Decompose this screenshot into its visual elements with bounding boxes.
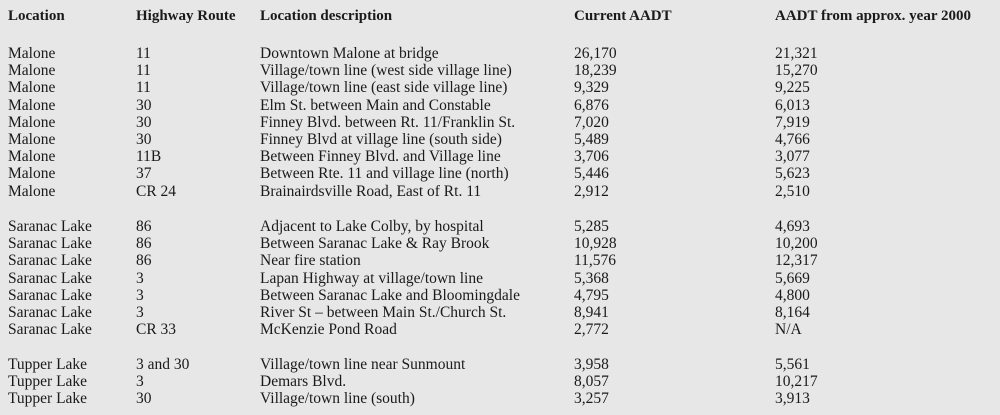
cell-aadt-2000: 3,913 xyxy=(775,390,810,408)
cell-location: Malone xyxy=(8,79,56,97)
cell-highway-route: 11 xyxy=(136,62,151,80)
cell-location-description: Village/town line near Sunmount xyxy=(260,356,466,373)
table-row xyxy=(0,390,1000,407)
table-row xyxy=(0,373,1000,390)
cell-aadt-2000: 9,225 xyxy=(775,79,810,97)
cell-location-description: Between Saranac Lake & Ray Brook xyxy=(260,235,490,253)
cell-current-aadt: 10,928 xyxy=(574,235,617,253)
cell-highway-route: 86 xyxy=(136,235,152,253)
cell-aadt-2000: N/A xyxy=(775,321,802,339)
cell-aadt-2000: 8,164 xyxy=(775,304,810,321)
cell-aadt-2000: 6,013 xyxy=(775,96,810,114)
table-row xyxy=(0,356,1000,373)
cell-location: Saranac Lake xyxy=(8,269,92,287)
cell-location-description: Adjacent to Lake Colby, by hospital xyxy=(260,218,484,235)
table-row xyxy=(0,304,1000,321)
header-highway-route: Highway Route xyxy=(136,8,236,24)
cell-aadt-2000: 10,200 xyxy=(775,235,818,253)
cell-aadt-2000: 21,321 xyxy=(775,45,818,62)
cell-aadt-2000: 4,693 xyxy=(775,218,810,235)
cell-location: Tupper Lake xyxy=(8,390,88,408)
cell-aadt-2000: 3,077 xyxy=(775,148,810,166)
cell-highway-route: 86 xyxy=(136,252,152,270)
table-row xyxy=(0,183,1000,200)
table-row xyxy=(0,45,1000,62)
cell-location: Malone xyxy=(8,165,56,183)
table-row xyxy=(0,321,1000,338)
cell-current-aadt: 2,772 xyxy=(574,321,609,339)
cell-aadt-2000: 12,317 xyxy=(775,252,818,270)
cell-highway-route: 30 xyxy=(136,390,152,408)
table-row xyxy=(0,62,1000,79)
cell-current-aadt: 5,368 xyxy=(574,269,609,287)
table-row xyxy=(0,270,1000,287)
header-current-aadt: Current AADT xyxy=(574,8,672,24)
cell-current-aadt: 5,285 xyxy=(574,218,609,235)
cell-aadt-2000: 5,623 xyxy=(775,165,810,183)
cell-current-aadt: 6,876 xyxy=(574,96,609,114)
cell-location: Tupper Lake xyxy=(8,356,88,373)
table-row xyxy=(0,165,1000,182)
cell-highway-route: 3 xyxy=(136,286,144,304)
cell-location-description: Village/town line (east side village line) xyxy=(260,79,508,97)
cell-current-aadt: 5,489 xyxy=(574,131,609,148)
cell-aadt-2000: 15,270 xyxy=(775,62,818,80)
table-row xyxy=(0,97,1000,114)
cell-highway-route: CR 24 xyxy=(136,182,177,200)
cell-location: Malone xyxy=(8,182,56,200)
cell-highway-route: 37 xyxy=(136,165,152,183)
cell-location: Saranac Lake xyxy=(8,286,92,304)
cell-location-description: Downtown Malone at bridge xyxy=(260,45,439,62)
cell-location: Malone xyxy=(8,113,56,131)
table-header-row xyxy=(0,8,1000,30)
cell-location-description: Lapan Highway at village/town line xyxy=(260,269,483,287)
cell-aadt-2000: 5,561 xyxy=(775,356,810,373)
header-location-description: Location description xyxy=(260,8,393,24)
cell-aadt-2000: 4,800 xyxy=(775,286,810,304)
cell-current-aadt: 3,257 xyxy=(574,390,609,408)
cell-location: Saranac Lake xyxy=(8,252,92,270)
cell-aadt-2000: 10,217 xyxy=(775,373,818,391)
cell-highway-route: 3 xyxy=(136,269,144,287)
header-aadt-2000: AADT from approx. year 2000 xyxy=(775,8,971,24)
cell-location-description: Finney Blvd at village line (south side) xyxy=(260,131,502,148)
cell-current-aadt: 11,576 xyxy=(574,252,617,270)
cell-location-description: River St – between Main St./Church St. xyxy=(260,304,507,321)
cell-location-description: Village/town line (south) xyxy=(260,390,415,408)
cell-highway-route: 86 xyxy=(136,218,152,235)
table-row xyxy=(0,148,1000,165)
cell-location: Malone xyxy=(8,96,56,114)
cell-current-aadt: 5,446 xyxy=(574,165,609,183)
cell-current-aadt: 8,057 xyxy=(574,373,609,391)
table-row xyxy=(0,114,1000,131)
cell-location-description: Between Saranac Lake and Bloomingdale xyxy=(260,286,520,304)
cell-highway-route: 3 xyxy=(136,304,144,321)
table-row xyxy=(0,235,1000,252)
table-row xyxy=(0,287,1000,304)
cell-highway-route: 11B xyxy=(136,148,162,166)
cell-location: Malone xyxy=(8,148,56,166)
cell-current-aadt: 26,170 xyxy=(574,45,617,62)
table-row xyxy=(0,79,1000,96)
cell-current-aadt: 2,912 xyxy=(574,182,609,200)
header-location: Location xyxy=(8,8,65,24)
cell-location-description: Finney Blvd. between Rt. 11/Franklin St. xyxy=(260,113,516,131)
cell-highway-route: CR 33 xyxy=(136,321,177,339)
cell-current-aadt: 3,706 xyxy=(574,148,609,166)
cell-current-aadt: 9,329 xyxy=(574,79,609,97)
cell-current-aadt: 4,795 xyxy=(574,286,609,304)
cell-aadt-2000: 2,510 xyxy=(775,182,810,200)
cell-location: Saranac Lake xyxy=(8,235,92,253)
cell-highway-route: 11 xyxy=(136,45,151,62)
cell-highway-route: 3 xyxy=(136,373,144,391)
cell-location-description: Near fire station xyxy=(260,252,361,270)
cell-location-description: Between Finney Blvd. and Village line xyxy=(260,148,501,166)
cell-location-description: Demars Blvd. xyxy=(260,373,347,391)
cell-current-aadt: 7,020 xyxy=(574,113,609,131)
cell-current-aadt: 18,239 xyxy=(574,62,617,80)
cell-highway-route: 3 and 30 xyxy=(136,356,190,373)
cell-highway-route: 11 xyxy=(136,79,151,97)
cell-aadt-2000: 4,766 xyxy=(775,131,810,148)
cell-highway-route: 30 xyxy=(136,113,152,131)
cell-aadt-2000: 7,919 xyxy=(775,113,810,131)
cell-location: Saranac Lake xyxy=(8,218,92,235)
cell-location: Saranac Lake xyxy=(8,321,92,339)
cell-location-description: Between Rte. 11 and village line (north) xyxy=(260,165,509,183)
cell-aadt-2000: 5,669 xyxy=(775,269,810,287)
cell-location-description: Elm St. between Main and Constable xyxy=(260,96,491,114)
table-row xyxy=(0,218,1000,235)
cell-current-aadt: 3,958 xyxy=(574,356,609,373)
cell-current-aadt: 8,941 xyxy=(574,304,609,321)
cell-location: Malone xyxy=(8,131,56,148)
cell-location: Saranac Lake xyxy=(8,304,92,321)
cell-highway-route: 30 xyxy=(136,131,152,148)
table-row xyxy=(0,252,1000,269)
cell-location: Tupper Lake xyxy=(8,373,88,391)
cell-location-description: McKenzie Pond Road xyxy=(260,321,397,339)
cell-highway-route: 30 xyxy=(136,96,152,114)
cell-location-description: Brainairdsville Road, East of Rt. 11 xyxy=(260,182,482,200)
cell-location-description: Village/town line (west side village line) xyxy=(260,62,512,80)
table-row xyxy=(0,131,1000,148)
cell-location: Malone xyxy=(8,45,56,62)
cell-location: Malone xyxy=(8,62,56,80)
